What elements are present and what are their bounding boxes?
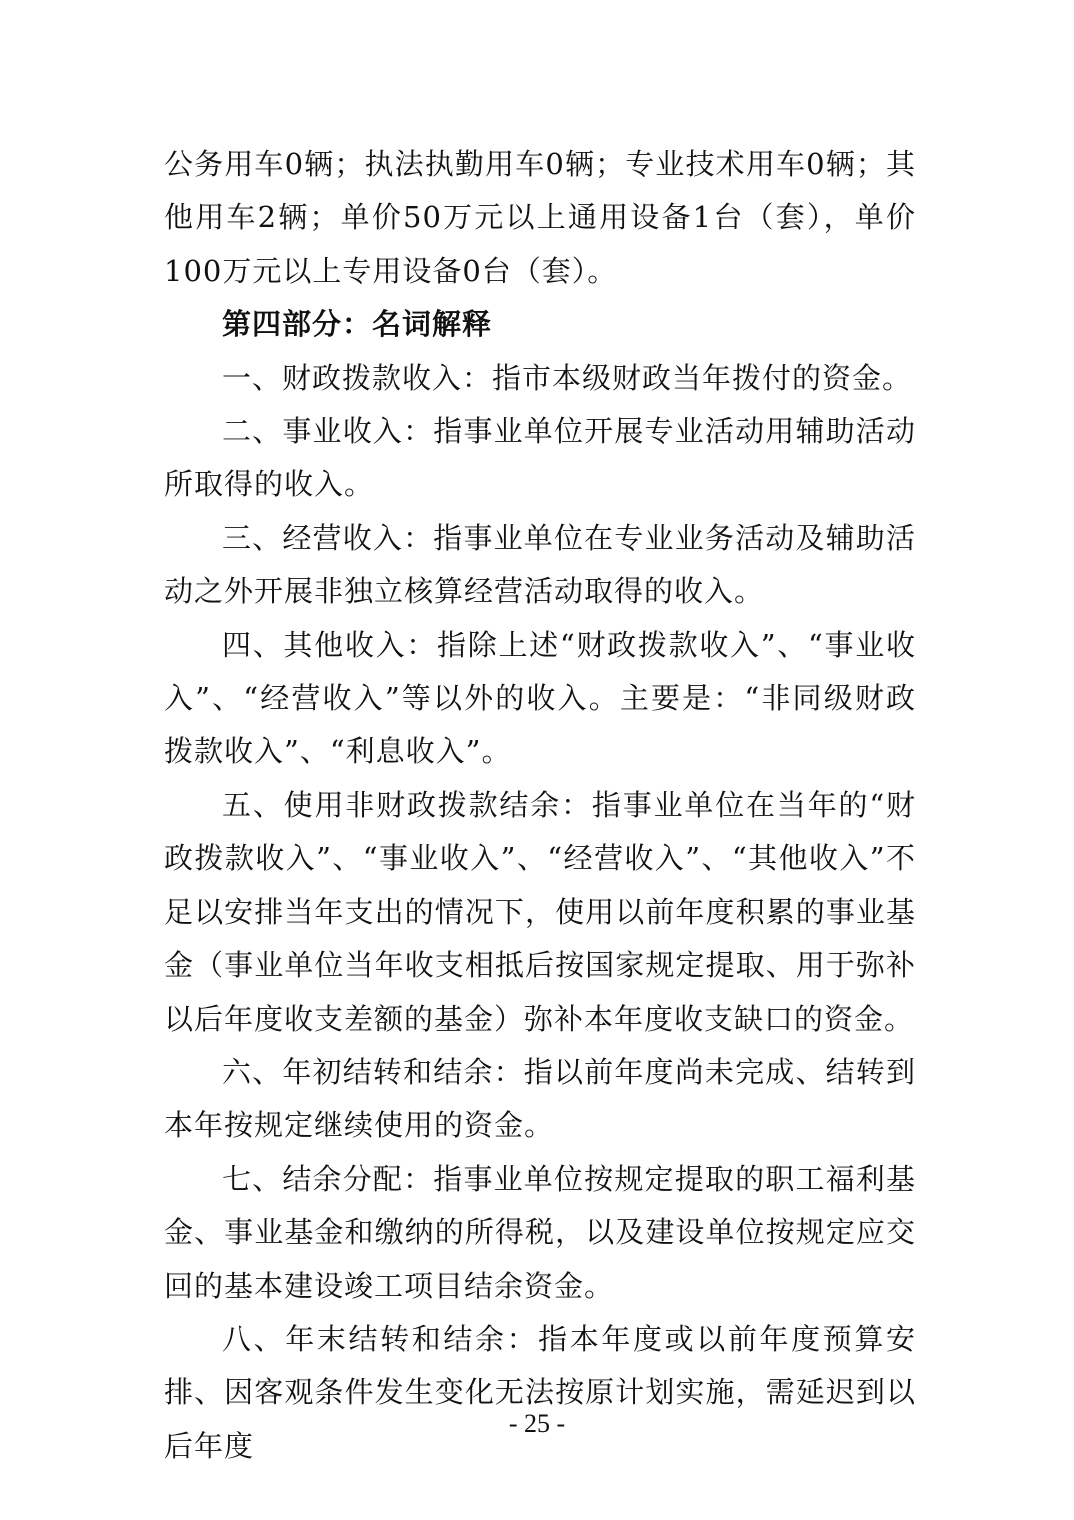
document-body xyxy=(164,138,916,1473)
paragraph-vehicles-equipment: 公务用车0辆；执法执勤用车0辆；专业技术用车0辆；其他用车2辆；单价50万元以上通用设备1台（套），单价100万元以上专用设备0台（套）。 xyxy=(164,147,916,288)
page-number: - 25 - xyxy=(508,1409,566,1438)
definition-year-end-carryover: 八、年末结转和结余：指本年度或以前年度预算安排、因客观条件发生变化无法按原计划实施，需延迟到以后年度 xyxy=(164,1321,916,1463)
definition-other-income: 四、其他收入：指除上述“财政拨款收入”、“事业收入”、“经营收入”等以外的收入。主要是：“非同级财政拨款收入”、“利息收入”。 xyxy=(164,627,916,769)
definition-non-fiscal-balance-use: 五、使用非财政拨款结余：指事业单位在当年的“财政拨款收入”、“事业收入”、“经营收入”、“其他收入”不足以安排当年支出的情况下，使用以前年度积累的事业基金（事业单位当年收支相抵后按国家规定提取、用于弥补以后年度收支差额的基金）弥补本年度收支缺口的资金。 xyxy=(164,787,916,1036)
section-heading-glossary: 第四部分：名词解释 xyxy=(222,307,493,342)
definition-surplus-distribution: 七、结余分配：指事业单位按规定提取的职工福利基金、事业基金和缴纳的所得税，以及建设单位按规定应交回的基本建设竣工项目结余资金。 xyxy=(164,1161,916,1303)
definition-fiscal-appropriation-income: 一、财政拨款收入：指市本级财政当年拨付的资金。 xyxy=(222,360,913,395)
definition-operating-income: 三、经营收入：指事业单位在专业业务活动及辅助活动之外开展非独立核算经营活动取得的收入。 xyxy=(164,520,916,609)
definition-opening-carryover: 六、年初结转和结余：指以前年度尚未完成、结转到本年按规定继续使用的资金。 xyxy=(164,1054,916,1143)
definition-business-income: 二、事业收入：指事业单位开展专业活动用辅助活动所取得的收入。 xyxy=(164,414,916,502)
